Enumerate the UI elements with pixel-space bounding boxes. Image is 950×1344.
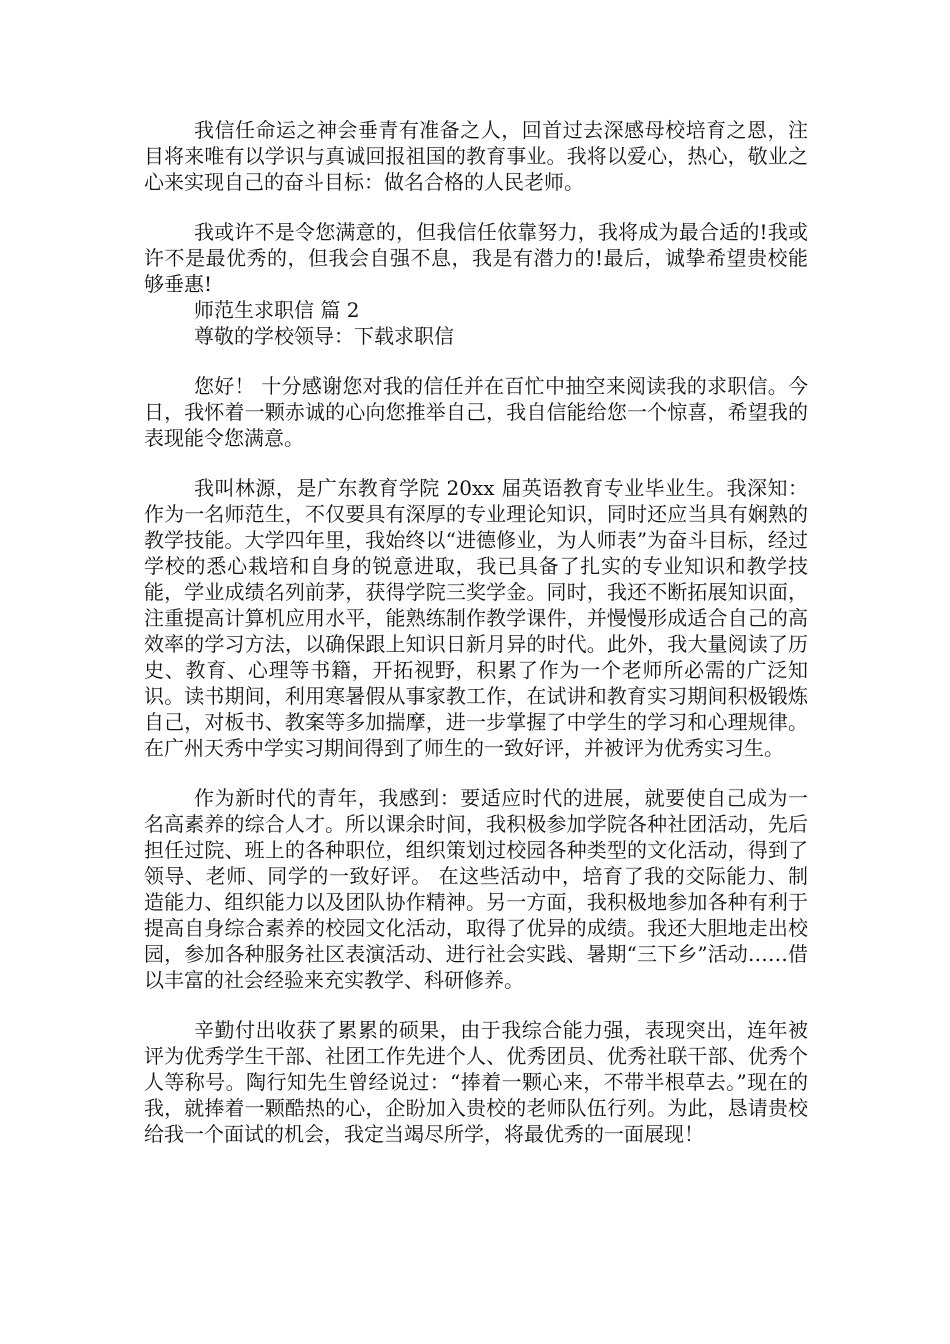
document-page <box>144 117 808 1147</box>
body-paragraph: 我叫林源，是广东教育学院 20xx 届英语教育专业毕业生。我深知：作为一名师范生，不仅要具有深厚的专业理论知识，同时还应当具有娴熟的教学技能。大学四年里，我始终以“进德修业，为人师表”为奋斗目标，经过学校的悉心栽培和自身的锐意进取，我已具备了扎实的专业知识和教学技能，学业成绩名列前茅，获得学院三奖学金。同时，我还不断拓展知识面，注重提高计算机应用水平，能熟练制作教学课件，并慢慢形成适合自己的高效率的学习方法，以确保跟上知识日新月异的时代。此外，我大量阅读了历史、教育、心理等书籍，开拓视野，积累了作为一个老师所必需的广泛知识。读书期间，利用寒暑假从事家教工作，在试讲和教育实习期间积极锻炼自己，对板书、教案等多加揣摩，进一步掌握了中学生的学习和心理规律。在广州天秀中学实习期间得到了师生的一致好评，并被评为优秀实习生。 <box>144 476 808 760</box>
body-paragraph: 我信任命运之神会垂青有准备之人，回首过去深感母校培育之恩，注目将来唯有以学识与真诚回报祖国的教育事业。我将以爱心，热心，敬业之心来实现自己的奋斗目标：做名合格的人民老师。 <box>144 118 808 194</box>
body-paragraph: 您好！ 十分感谢您对我的信任并在百忙中抽空来阅读我的求职信。今日，我怀着一颗赤诚的心向您推举自己，我自信能给您一个惊喜，希望我的表现能令您满意。 <box>144 374 808 450</box>
body-paragraph: 辛勤付出收获了累累的硕果，由于我综合能力强，表现突出，连年被评为优秀学生干部、社团工作先进个人、优秀团员、优秀社联干部、优秀个人等称号。陶行知先生曾经说过：“捧着一颗心来，不带半根草去。”现在的我，就捧着一颗酷热的心，企盼加入贵校的老师队伍行列。为此，恳请贵校给我一个面试的机会，我定当竭尽所学，将最优秀的一面展现！ <box>144 1018 808 1146</box>
salutation: 尊敬的学校领导：下载求职信 <box>194 324 454 348</box>
body-paragraph: 我或许不是令您满意的，但我信任依靠努力，我将成为最合适的!我或许不是最优秀的，但我会自强不息，我是有潜力的!最后，诚挚希望贵校能够垂惠! <box>144 220 808 296</box>
body-paragraph: 作为新时代的青年，我感到：要适应时代的进展，就要使自己成为一名高素养的综合人才。所以课余时间，我积极参加学院各种社团活动，先后担任过院、班上的各种职位，组织策划过校园各种类型的文化活动，得到了领导、老师、同学的一致好评。 在这些活动中，培育了我的交际能力、制造能力、组织能力以及团队协作精神。另一方面，我积极地参加各种有利于提高自身综合素养的校园文化活动，取得了优异的成绩。我还大胆地走出校园，参加各种服务社区表演活动、进行社会实践、暑期“三下乡”活动……借以丰富的社会经验来充实教学、科研修养。 <box>144 786 808 992</box>
section-heading: 师范生求职信 篇 2 <box>194 298 360 322</box>
